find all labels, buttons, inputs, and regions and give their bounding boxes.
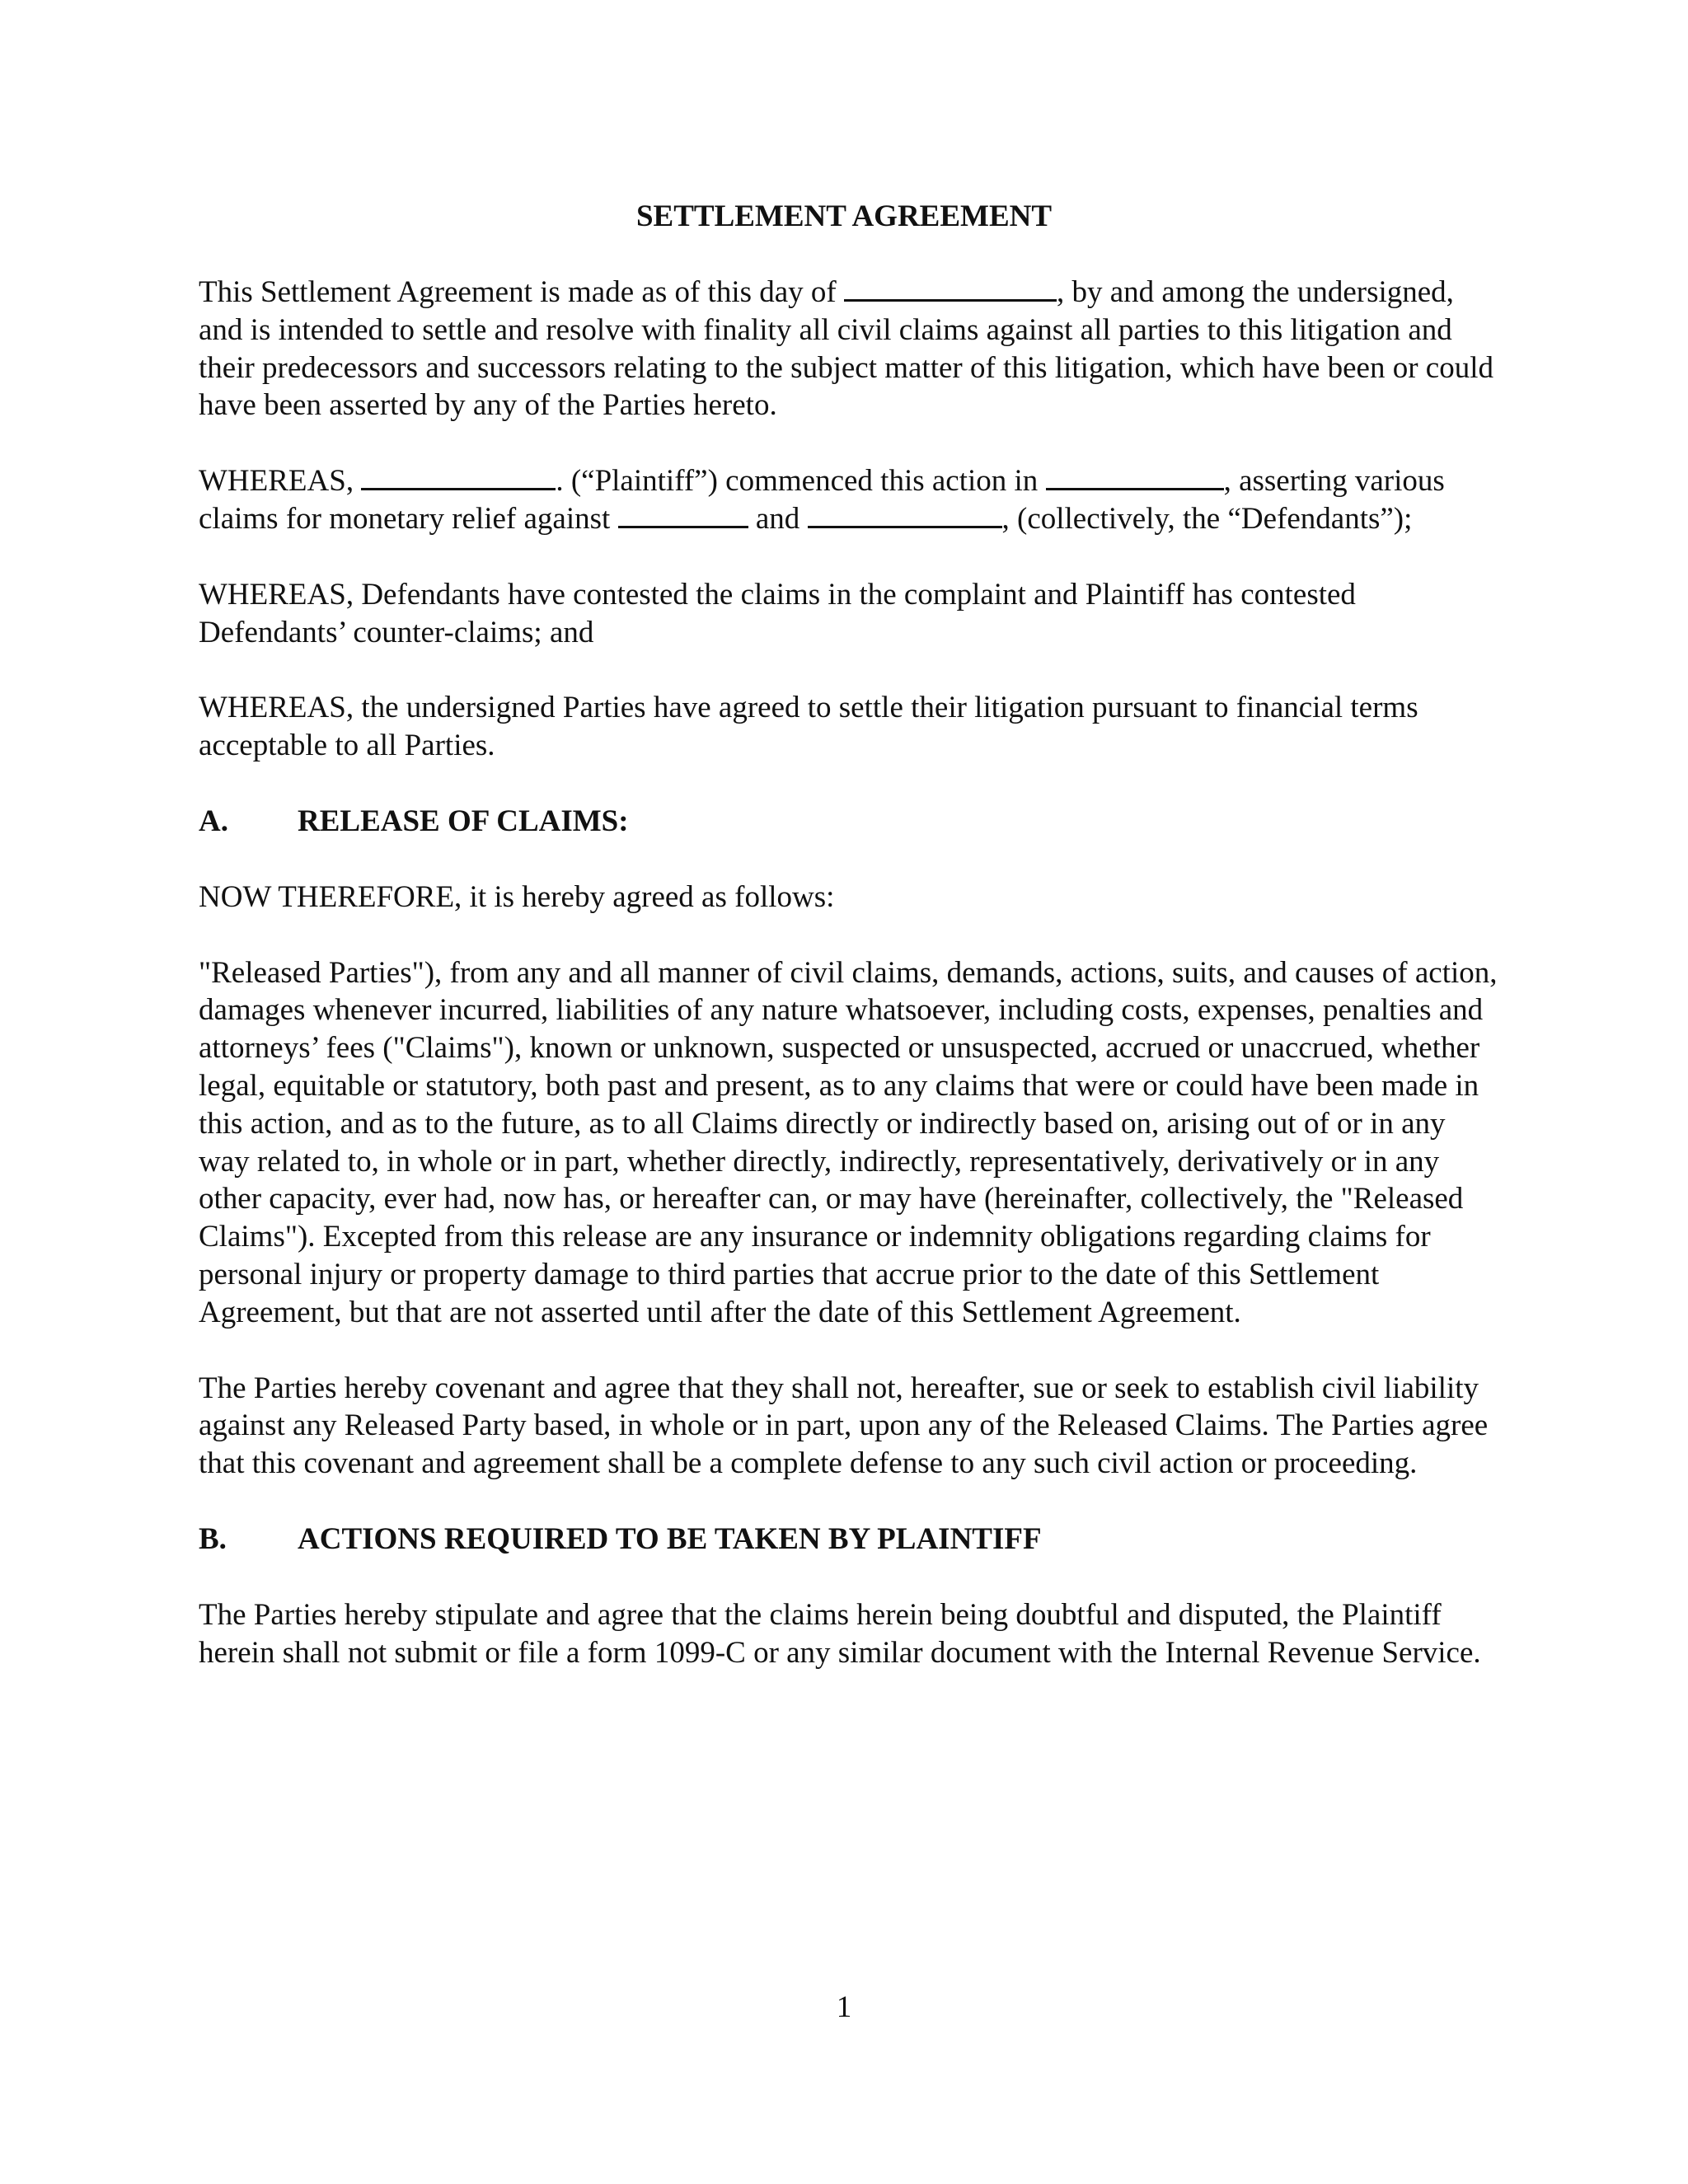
section-b-title: ACTIONS REQUIRED TO BE TAKEN BY PLAINTIFF [298, 1521, 1042, 1556]
whereas-contested-paragraph: WHEREAS, Defendants have contested the claims in the complaint and Plaintiff has contested Defendants’ counter-claims; and [199, 577, 1356, 649]
section-a-title: RELEASE OF CLAIMS: [298, 804, 629, 838]
document-title: SETTLEMENT AGREEMENT [635, 199, 1053, 233]
whereas-plaintiff-paragraph [199, 462, 1501, 538]
page-number: 1 [836, 1990, 852, 2024]
court-blank [1046, 463, 1224, 490]
intro-text-2: , by and among the undersigned, and is intended to settle and resolve with finality all civil claims against all parties to this litigation and their predecessors and successors relating to the subject matter of this litigation, which have been or could have been asserted by any of the Parties hereto. [199, 275, 1494, 423]
intro-paragraph [199, 274, 1501, 424]
released-parties-paragraph: "Released Parties"), from any and all manner of civil claims, demands, actions, suits, and causes of action, damages whenever incurred, liabilities of any nature whatsoever, including costs, expenses, penalties and attorneys’ fees ("Claims"), known or unknown, suspected or unsuspected, accrued or unaccrued, whether legal, equitable or statutory, both past and present, as to any claims that were or could have been made in this action, and as to the future, as to all Claims directly or indirectly based on, arising out of or in any way related to, in whole or in part, whether directly, indirectly, representatively, derivatively or in any other capacity, ever had, now has, or hereafter can, or may have (hereinafter, collectively, the "Released Claims"). Excepted from this release are any insurance or indemnity obligations regarding claims for personal injury or property damage to third parties that accrue prior to the date of this Settlement Agreement, but that are not asserted until after the date of this Settlement Agreement. [199, 955, 1498, 1329]
date-blank [844, 274, 1057, 302]
plaintiff-name-blank [361, 463, 556, 490]
whereas1-text-5: , (collectively, the “Defendants”); [1001, 501, 1413, 536]
whereas1-text-3: , asserting various claims for monetary relief against [199, 464, 1445, 536]
whereas1-text-1: WHEREAS, [199, 464, 362, 499]
section-b-letter: B. [199, 1521, 227, 1556]
section-a-intro-paragraph: NOW THEREFORE, it is hereby agreed as follows: [199, 879, 835, 914]
whereas-settle-paragraph: WHEREAS, the undersigned Parties have agreed to settle their litigation pursuant to financial terms acceptable to all Parties. [199, 691, 1418, 763]
section-a-heading [199, 803, 1501, 841]
defendant-1-blank [618, 501, 748, 528]
defendant-2-blank [808, 501, 1002, 528]
covenant-paragraph: The Parties hereby covenant and agree that they shall not, hereafter, sue or seek to establish civil liability against any Released Party based, in whole or in part, upon any of the Released Claims. The Parties agree that this covenant and agreement shall be a complete defense to any such civil action or proceeding. [199, 1371, 1489, 1481]
section-a-letter: A. [199, 804, 228, 838]
whereas1-text-4: and [748, 501, 808, 536]
intro-text-1: This Settlement Agreement is made as of this day of [199, 275, 844, 309]
whereas1-text-2: . (“Plaintiff”) commenced this action in [556, 464, 1046, 499]
stipulation-paragraph: The Parties hereby stipulate and agree that the claims herein being doubtful and disputed, the Plaintiff herein shall not submit or file a form 1099-C or any similar document with the Internal Revenue Service. [199, 1597, 1481, 1670]
section-b-heading [199, 1521, 1501, 1558]
document-body [199, 274, 1501, 1671]
